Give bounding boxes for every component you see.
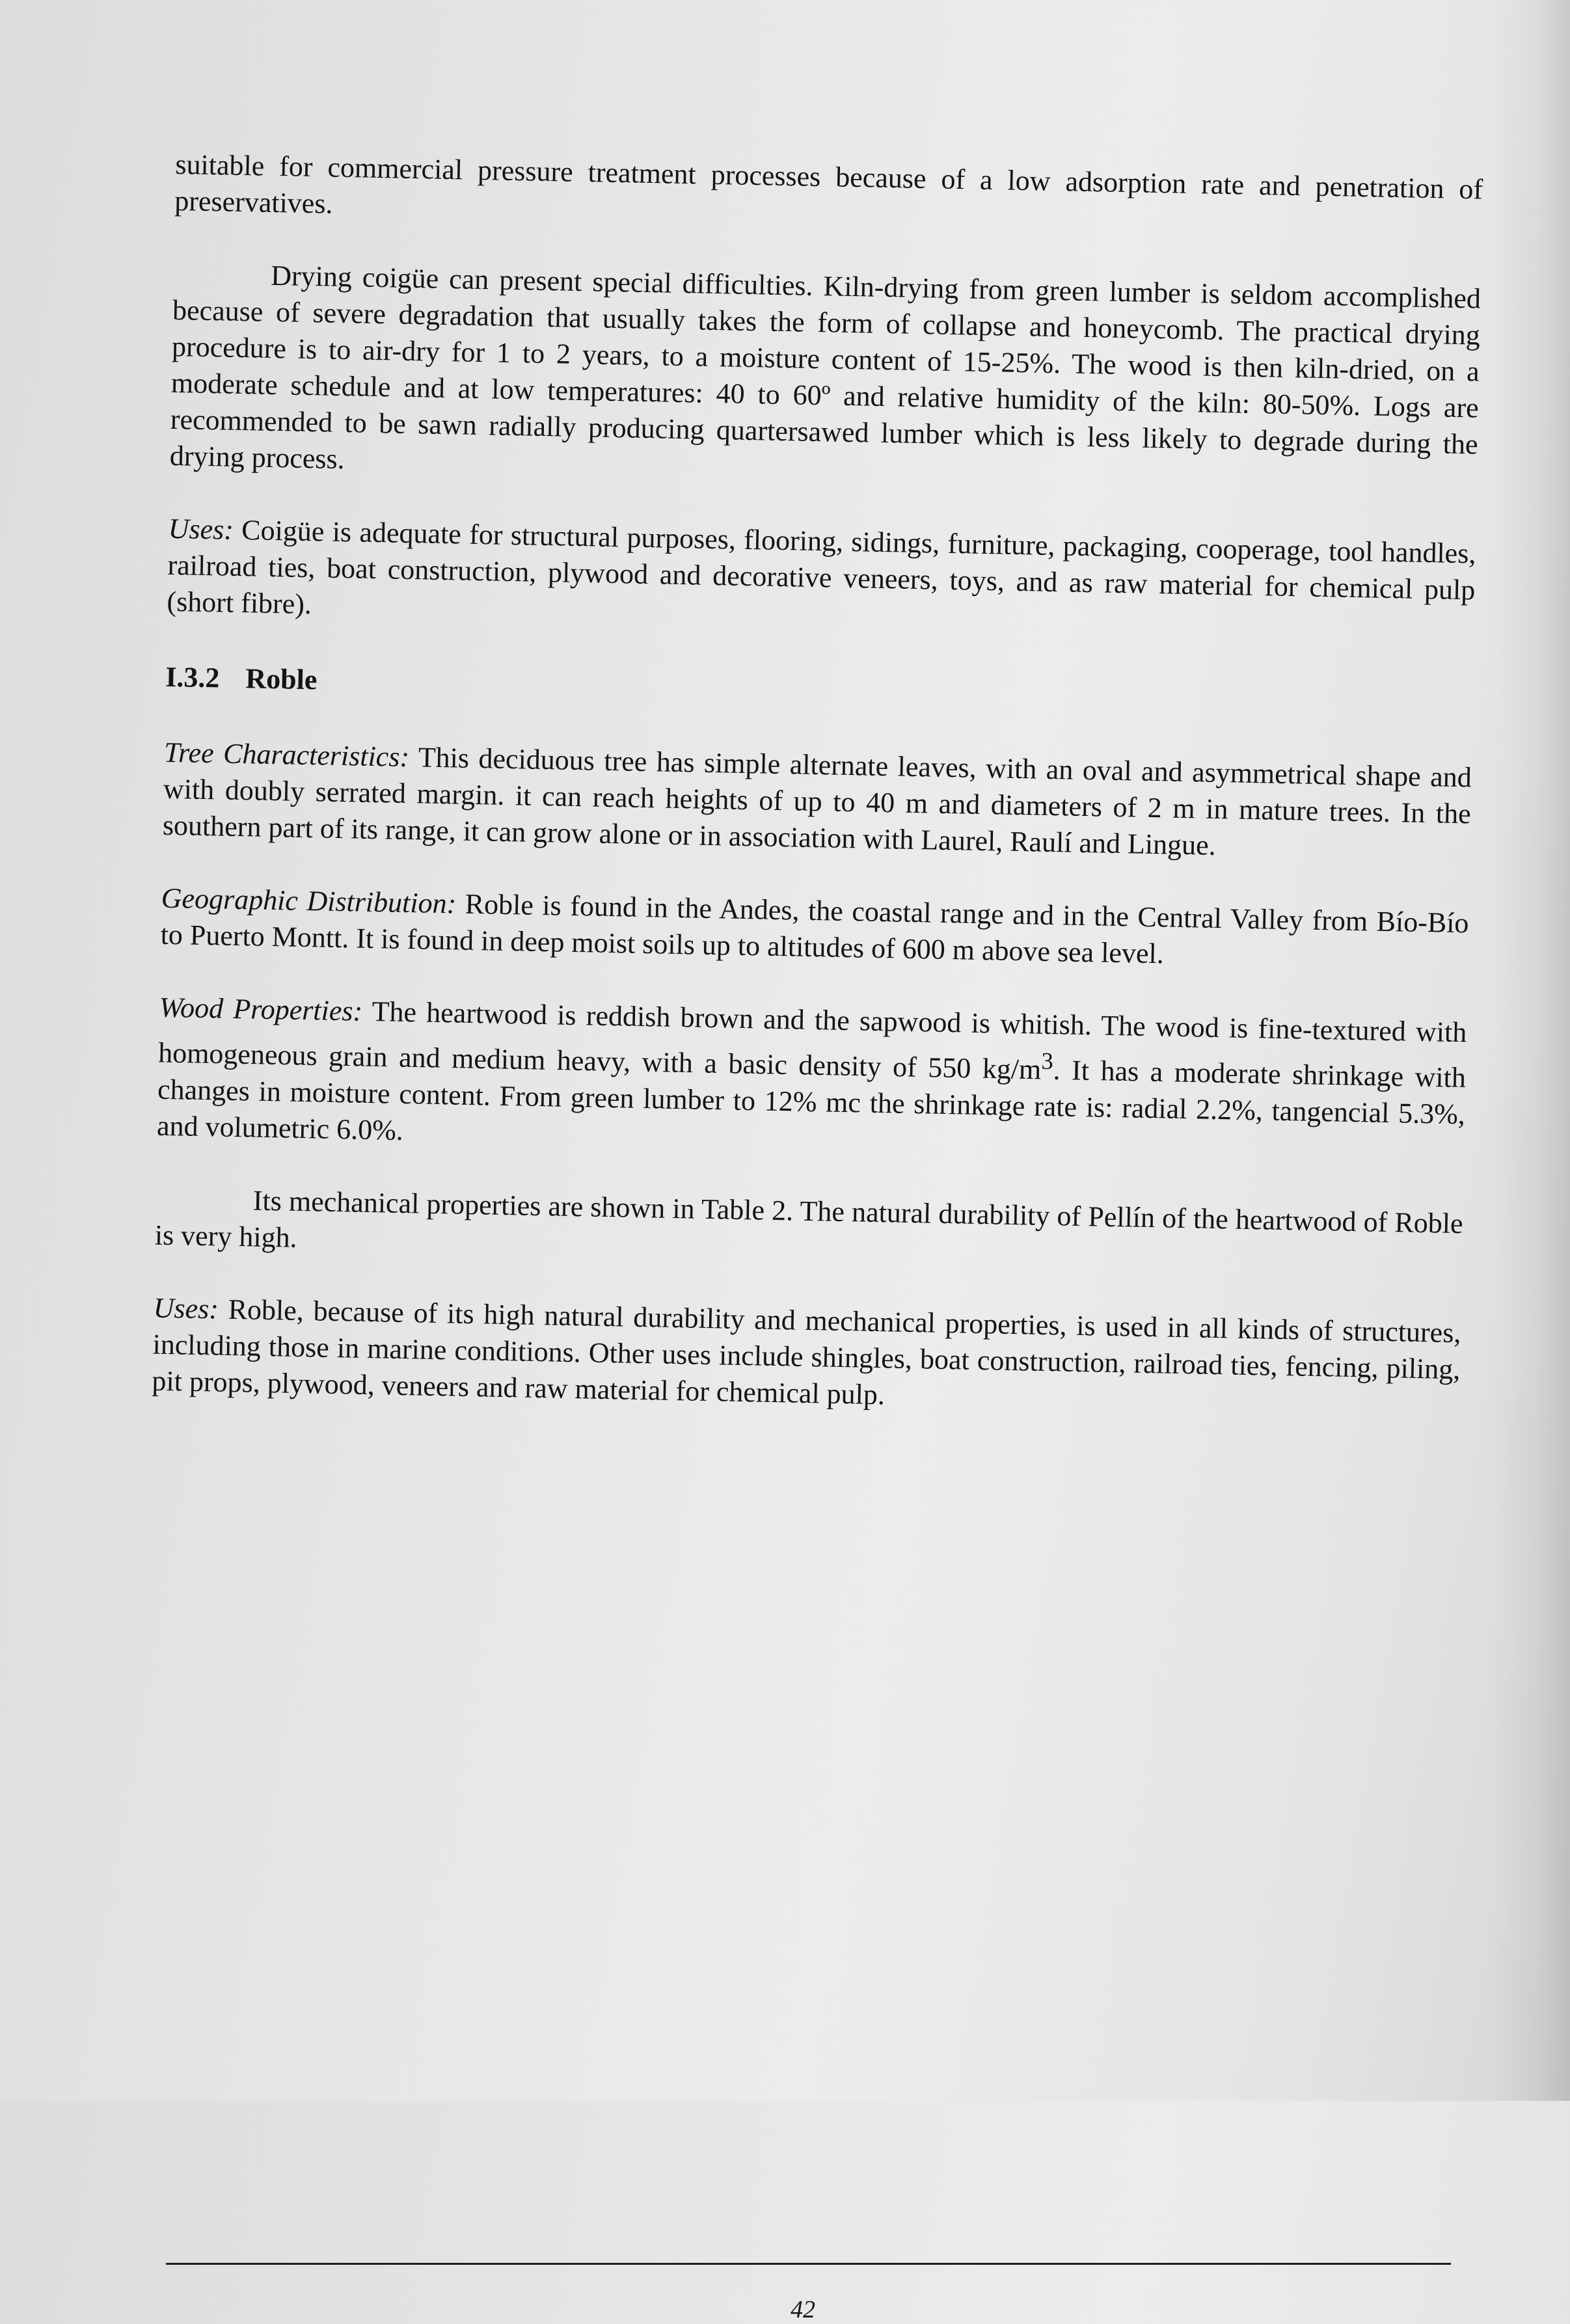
footer-rule (166, 2263, 1451, 2265)
page-number: 42 (791, 2296, 815, 2323)
mechanical-properties-paragraph: Its mechanical properties are shown in Table 2. The natural durability of Pellín of the heartwood of Roble is very high. (154, 1184, 1464, 1254)
continuation-paragraph: suitable for commercial pressure treatment processes because of a low adsorption rate and penetration of preservatives. (174, 148, 1483, 220)
roble-uses-paragraph (152, 1290, 1461, 1424)
density-unit-exponent: 3 (1041, 1047, 1054, 1075)
tree-characteristics-paragraph (162, 735, 1472, 869)
wood-properties-text: The heartwood is reddish brown and the sapwood is whitish. The wood is fine-textured with homogeneous grain and medium heavy, with a basic density of 550 kg/m (157, 995, 1467, 1086)
roble-uses-text: Roble, because of its high natural durability and mechanical properties, is used in all kinds of structures, including those in marine conditions. Other uses include shingles, boat construction, railroad ties, fencing, piling, pit props, plywood, veneers and raw material for chemical pulp. (152, 1293, 1461, 1411)
document-body (151, 146, 1483, 1461)
tree-characteristics-text: This deciduous tree has simple alternate leaves, with an oval and asymmetrical shape and with doubly serrated margin. it can reach heights of up to 40 m and diameters of 2 m in mature trees. In the southern part of its range, it can grow alone or in association with Laurel, Raulí and Lingue. (162, 741, 1472, 861)
section-title: Roble (245, 662, 318, 696)
coigue-uses-paragraph (167, 511, 1476, 645)
wood-properties-paragraph (157, 990, 1467, 1169)
section-heading (165, 659, 1474, 721)
drying-paragraph: Drying coigüe can present special difficulties. Kiln-drying from green lumber is seldom accomplished because of severe degradation that usually takes the form of collapse and honeycomb. The practical drying procedure is to air-dry for 1 to 2 years, to a moisture content of 15-25%. The wood is then kiln-dried, on a moderate schedule and at low temperatures: 40 to 60º and relative humidity of the kiln: 80-50%. Logs are recommended to be sawn radially producing quartersawed lumber which is less likely to degrade during the drying process. (169, 259, 1482, 476)
coigue-uses-text: Coigüe is adequate for structural purposes, flooring, sidings, furniture, packaging, cooperage, tool handles, railroad ties, boat construction, plywood and decorative veneers, toys, and as raw material for chemical pulp (short fibre). (167, 514, 1476, 621)
coigue-uses-label: Uses: (168, 512, 234, 546)
page-edge-shadow (1492, 0, 1570, 2101)
geographic-distribution-paragraph (160, 880, 1469, 979)
wood-properties-text-continued: . It has a moderate shrinkage with changes in moisture content. From green lumber to 12% mc the shrinkage rate is: radial 2.2%, tangencial 5.3%, and volumetric 6.0%. (156, 1053, 1467, 1146)
section-number: I.3.2 (165, 660, 220, 694)
tree-characteristics-label: Tree Characteristics: (163, 736, 410, 774)
geographic-distribution-text: Roble is found in the Andes, the coastal range and in the Central Valley from Bío-Bío to Puerto Montt. It is found in deep moist soils up to altitudes of 600 m above sea level. (160, 887, 1469, 970)
geographic-distribution-label: Geographic Distribution: (161, 882, 457, 920)
roble-uses-label: Uses: (153, 1291, 219, 1325)
wood-properties-label: Wood Properties: (159, 991, 363, 1027)
